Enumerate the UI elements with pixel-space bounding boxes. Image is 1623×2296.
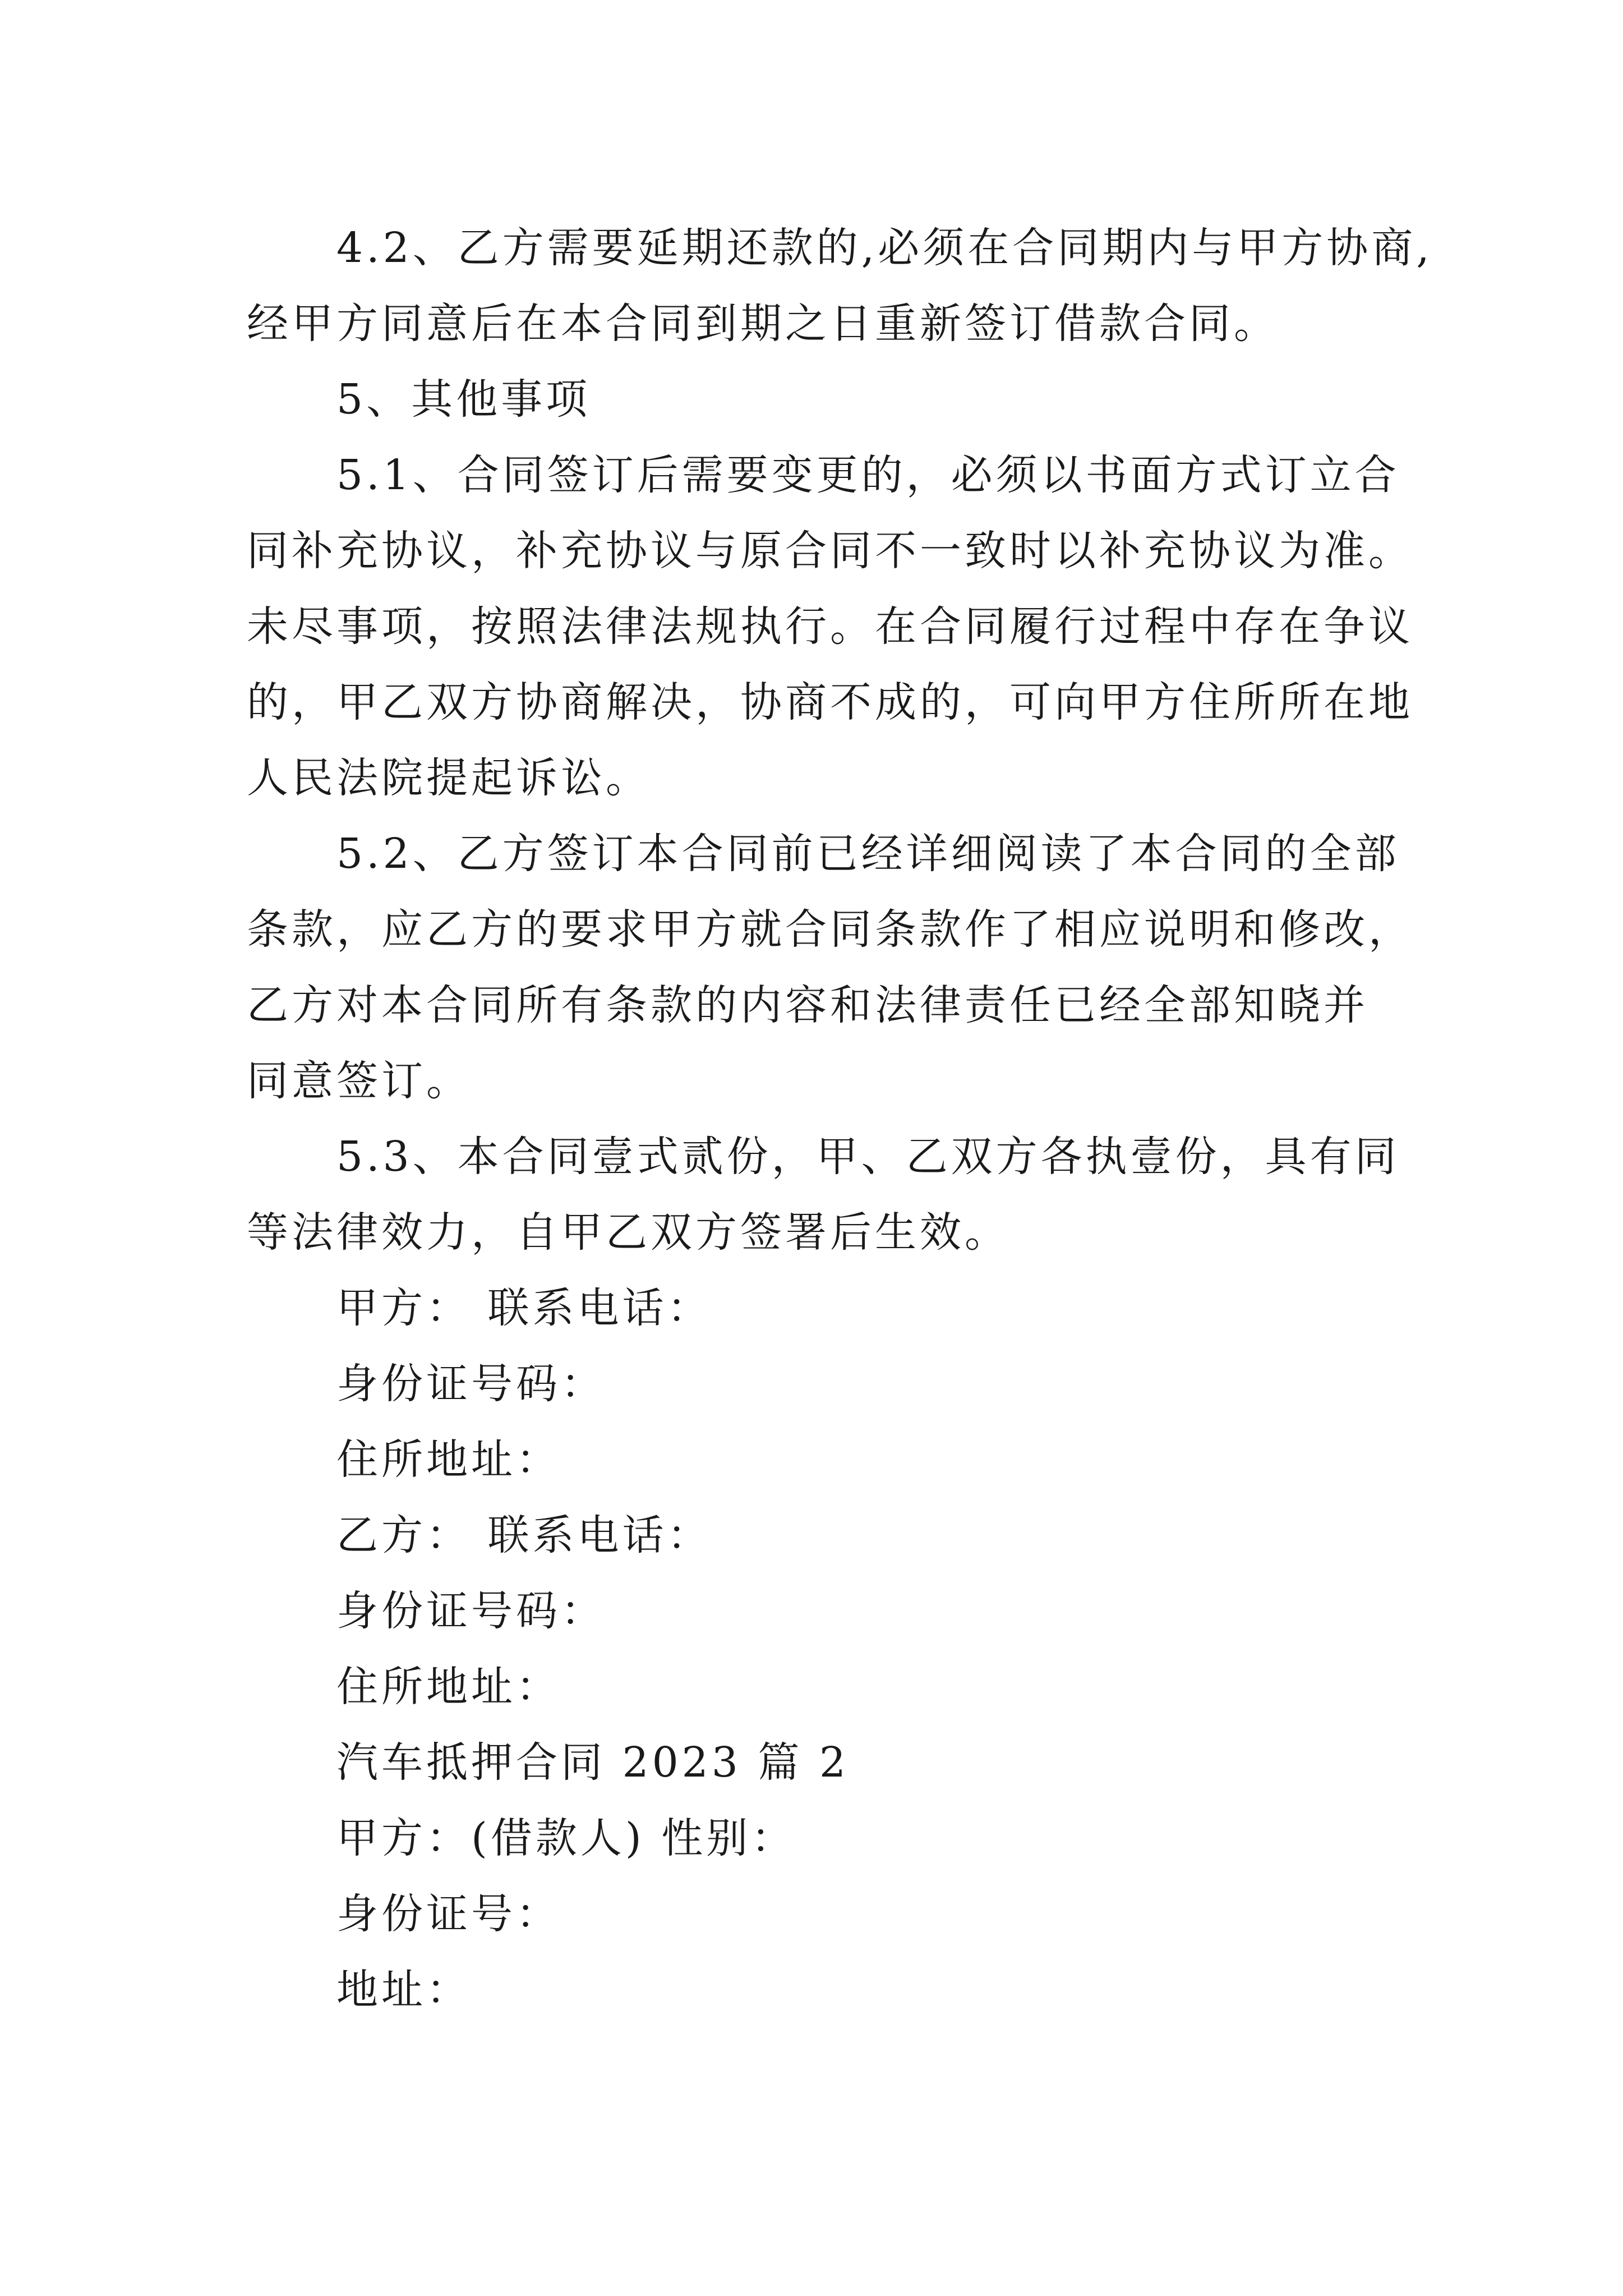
- party-b-phone-label: 乙方： 联系电话：: [336, 1511, 712, 1559]
- clause-5-3-line-2: 等法律效力，自甲乙双方签署后生效。: [247, 1208, 1009, 1257]
- borrower-id-label: 身份证号：: [336, 1890, 561, 1938]
- clause-5-2-line-4: 同意签订。: [247, 1057, 471, 1105]
- clause-5-2-line-1: 5.2、乙方签订本合同前已经详细阅读了本合同的全部: [336, 830, 1400, 878]
- section-5-heading: 5、其他事项: [336, 375, 591, 424]
- clause-5-1-line-5: 人民法院提起诉讼。: [247, 754, 651, 802]
- party-a-address-label: 住所地址：: [336, 1435, 561, 1484]
- clause-5-2-line-2: 条款，应乙方的要求甲方就合同条款作了相应说明和修改，: [247, 905, 1413, 954]
- party-b-id-label: 身份证号码：: [336, 1587, 606, 1635]
- clause-5-1-line-3: 未尽事项，按照法律法规执行。在合同履行过程中存在争议: [247, 602, 1413, 651]
- clause-5-1-line-2: 同补充协议，补充协议与原合同不一致时以补充协议为准。: [247, 527, 1413, 575]
- clause-5-2-line-3: 乙方对本合同所有条款的内容和法律责任已经全部知晓并: [247, 981, 1368, 1029]
- clause-5-1-line-1: 5.1、合同签订后需要变更的，必须以书面方式订立合: [336, 451, 1400, 499]
- party-a-id-label: 身份证号码：: [336, 1360, 606, 1408]
- clause-5-3-line-1: 5.3、本合同壹式贰份，甲、乙双方各执壹份，具有同: [336, 1133, 1400, 1181]
- clause-4-2-line-1: 4.2、乙方需要延期还款的,必须在合同期内与甲方协商,: [336, 224, 1433, 272]
- clause-4-2-line-2: 经甲方同意后在本合同到期之日重新签订借款合同。: [247, 300, 1279, 348]
- borrower-address-label: 地址：: [336, 1966, 471, 2014]
- party-b-address-label: 住所地址：: [336, 1663, 561, 1711]
- contract-2-title: 汽车抵押合同 2023 篇 2: [336, 1738, 849, 1787]
- party-a-phone-label: 甲方： 联系电话：: [336, 1284, 712, 1332]
- borrower-gender-label: 甲方：(借款人) 性别：: [336, 1814, 796, 1862]
- clause-5-1-line-4: 的，甲乙双方协商解决，协商不成的，可向甲方住所所在地: [247, 678, 1413, 726]
